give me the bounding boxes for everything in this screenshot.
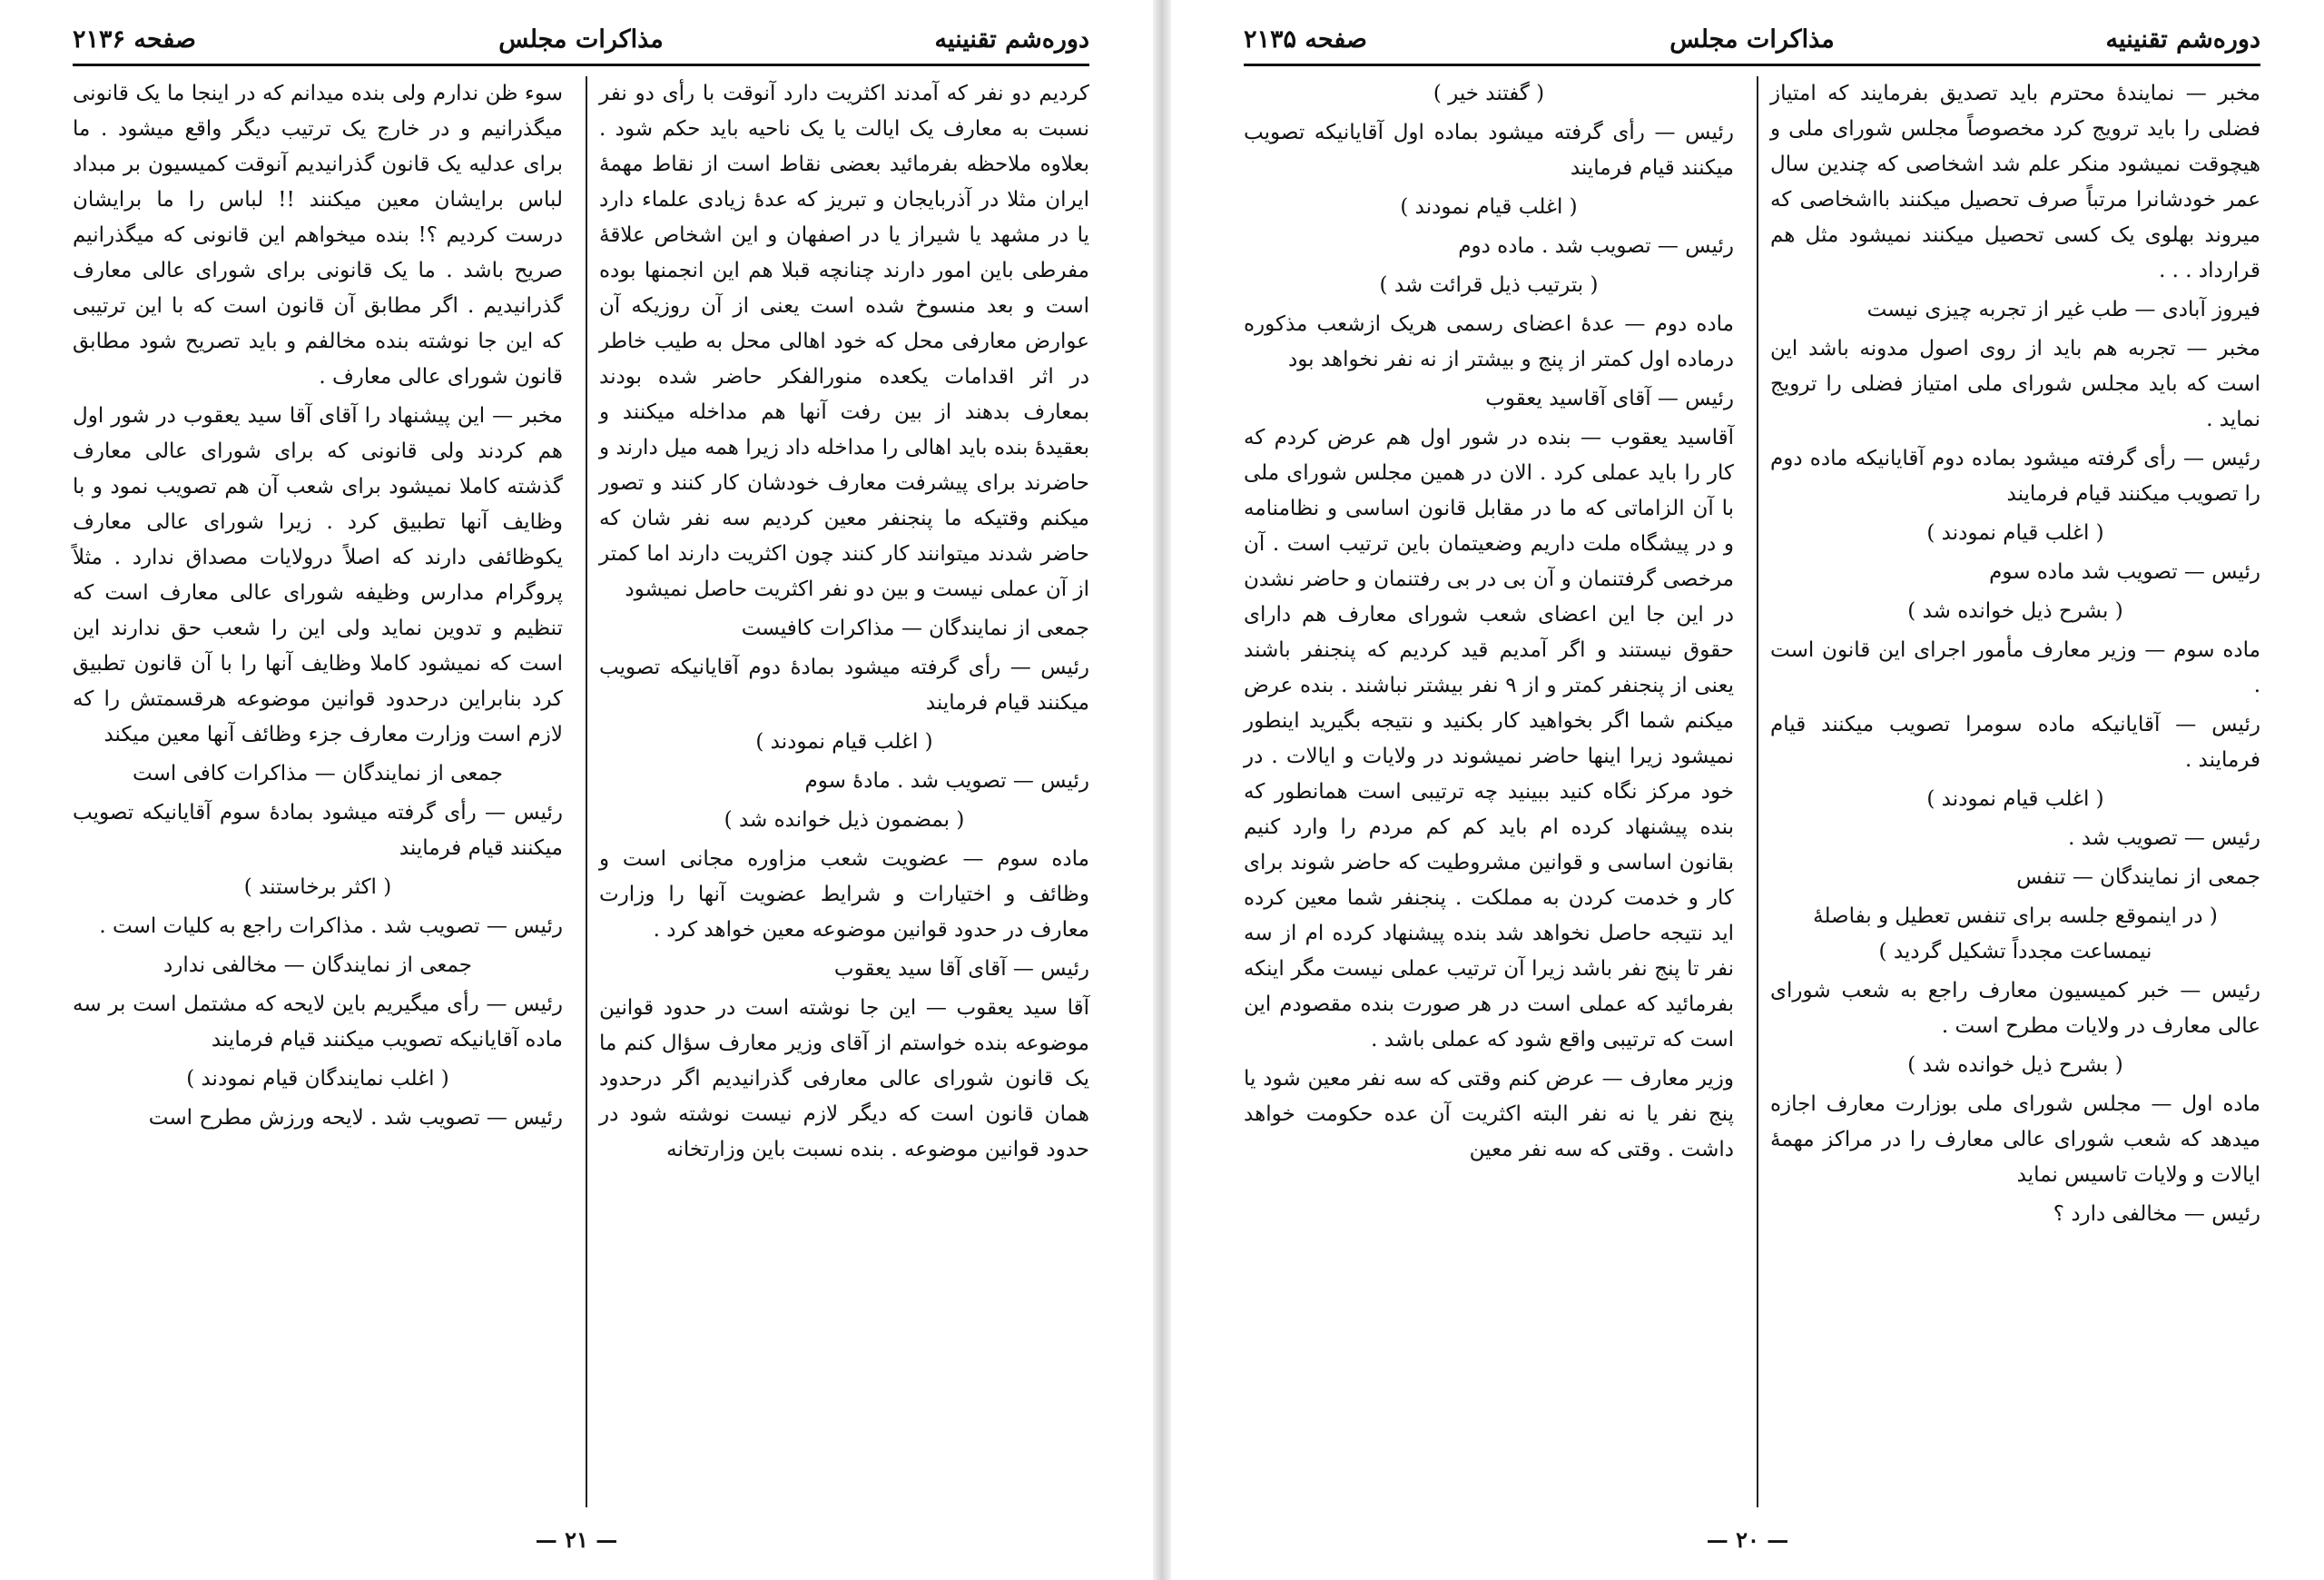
- right-page-right-column: [1770, 76, 2260, 1507]
- stage-direction: ( اغلب قیام نمودند ): [755, 730, 933, 754]
- header-rule: [1244, 64, 2260, 66]
- paragraph: جمعی از نمایندگان — مذاکرات کافیست: [741, 617, 1089, 640]
- paragraph: رئیس — رأی گرفته میشود بماده دوم آقایانیکه ماده دوم را تصویب میکنند قیام فرمایند: [1770, 447, 2260, 506]
- paragraph: رئیس — مخالفی دارد ؟: [2053, 1202, 2260, 1226]
- paragraph: رئیس — آقای آقا سید یعقوب: [833, 957, 1089, 981]
- stage-direction: ( بشرح ذیل خوانده شد ): [1907, 599, 2123, 623]
- paragraph: جمعی از نمایندگان — مخالفی ندارد: [162, 953, 472, 977]
- left-page: [0, 0, 1153, 1580]
- folio-number: — ۲۰ —: [1706, 1526, 1789, 1553]
- paragraph: رئیس — خبر کمیسیون معارف راجع به شعب شورای عالی معارف در ولایات مطرح است .: [1770, 979, 2260, 1038]
- stage-direction: ( اکثر برخاستند ): [243, 875, 392, 899]
- right-page-header: [1244, 25, 2260, 58]
- paragraph: فیروز آبادی — طب غیر از تجربه چیزی نیست: [1866, 298, 2260, 321]
- right-page: [1171, 0, 2324, 1580]
- paragraph: وزیر معارف — عرض کنم وقتی که سه نفر معین شود یا پنج نفر یا نه نفر البته اکثریت آن عده حکومت خواهد داشت . وقتی که سه نفر معین: [1244, 1067, 1735, 1161]
- session-title: دوره‌شم تقنینیه: [934, 25, 1089, 54]
- folio-number: — ۲۱ —: [535, 1526, 618, 1553]
- session-title: دوره‌شم تقنینیه: [2105, 25, 2260, 54]
- paragraph: جمعی از نمایندگان — تنفس: [2016, 865, 2260, 889]
- paragraph: رئیس — رأی گرفته میشود بمادهٔ سوم آقایانیکه تصویب میکنند قیام فرمایند: [73, 801, 563, 860]
- paragraph: مخبر — تجربه هم باید از روی اصول مدونه باشد این است که باید مجلس شورای ملی امتیاز فضلی را ترویج نماید .: [1770, 337, 2260, 431]
- paragraph: آقا سید یعقوب — این جا نوشته است در حدود قوانین موضوعه بنده خواستم از آقای وزیر معارف سؤال کنم ما یک قانون شورای عالی معارفی گذرانیدیم اگر درحدود همان قانون است که دیگر لازم نیست نوشته شود در حدود قوانین موضوعه . بنده نسبت باین وزارتخانه: [599, 996, 1089, 1161]
- paragraph: آقاسید یعقوب — بنده در شور اول هم عرض کردم که کار را باید عملی کرد . الان در همین مجلس شورای ملی با آن الزاماتی که ما در مقابل قانون اساسی و نظامنامه و در پیشگاه ملت داریم وضعیتمان باین ترتیب است . آن مرخصی گرفتنمان و آن بی در بی رفتنمان و حاضر نشدن در این جا این اعضای شعب شورای معارف هم دارای حقوق نیستند و اگر آمدیم قید کردیم که پنجنفر باشند یعنی از پنجنفر کمتر و از ۹ نفر بیشتر نباشند . بنده عرض میکنم شما اگر بخواهید کار بکنید و نتیجه بگیرید اینطور نمیشود زیرا اینها حاضر نمیشوند در ولایات و ایالات . در خود مرکز نگاه کنید ببینید چه ترتیبی است همانطور که بنده پیشنهاد کرده ام باید کم کم مردم را وارد کنیم بقانون اساسی و قوانین مشروطیت که حاضر شوند برای کار و خدمت کردن به مملکت . پنجنفر شما معین کرده اید نتیجه حاصل نخواهد شد بنده پیشنهاد کرده ام از سه نفر تا پنج نفر باشد زیرا آن ترتیب عملی نیست مگر اینکه بفرمائید که عملی است در هر صورت بنده مقصودم این است که ترتیبی واقع شود که عملی باشد .: [1244, 426, 1734, 1052]
- paragraph: ماده اول — مجلس شورای ملی بوزارت معارف اجازه میدهد که شعب شورای عالی معارف را در مراکز مهمهٔ ایالات و ولایات تاسیس نماید: [1770, 1092, 2260, 1187]
- paragraph: جمعی از نمایندگان — مذاکرات کافی است: [133, 762, 503, 785]
- journal-title: مذاکرات مجلس: [1669, 25, 1835, 54]
- paragraph: رئیس — تصویب شد .: [2068, 826, 2260, 850]
- page-number: صفحه ۲۱۳۵: [1244, 25, 1367, 54]
- column-divider: [586, 76, 587, 1507]
- paragraph: رئیس — تصویب شد ماده سوم: [1989, 560, 2260, 584]
- book-gutter: [1153, 0, 1171, 1580]
- stage-direction: ( بمضمون ذیل خوانده شد ): [724, 808, 965, 832]
- column-divider: [1757, 76, 1758, 1507]
- stage-direction: ( بشرح ذیل خوانده شد ): [1907, 1053, 2123, 1077]
- stage-direction: ( بترتیب ذیل قرائت شد ): [1379, 273, 1599, 297]
- journal-title: مذاکرات مجلس: [498, 25, 664, 54]
- header-rule: [73, 64, 1089, 66]
- paragraph: سوء ظن ندارم ولی بنده میدانم که در اینجا ما یک قانونی میگذرانیم و در خارج یک ترتیب دیگر واقع میشود . ما برای عدلیه یک قانون گذرانیدیم آنوقت کمیسیون بر مبداد لباس برایشان معین میکنند !! لباس را ما برایشان درست کردیم ؟! بنده میخواهم این قانونی که میگذرانیم صریح باشد . ما یک قانونی برای شورای عالی معارف گذرانیدیم . اگر مطابق آن قانون است که با این ترتیبی که این جا نوشته بنده مخالفم و باید تصریح شود مطابق قانون شورای عالی معارف .: [73, 82, 563, 389]
- paragraph: رئیس — رأی گرفته میشود بمادهٔ دوم آقایانیکه تصویب میکنند قیام فرمایند: [599, 656, 1089, 715]
- stage-direction: ( اغلب قیام نمودند ): [1926, 787, 2104, 811]
- page-number: صفحه ۲۱۳۶: [73, 25, 196, 54]
- paragraph: رئیس — تصویب شد . ماده دوم: [1458, 234, 1734, 258]
- stage-direction: ( اغلب نمایندگان قیام نمودند ): [186, 1067, 449, 1091]
- right-page-left-column: [1244, 76, 1734, 1507]
- paragraph: رئیس — رأی میگیریم باین لایحه که مشتمل است بر سه ماده آقایانیکه تصویب میکنند قیام فرمایند: [73, 992, 563, 1052]
- paragraph: رئیس — آقای آقاسید یعقوب: [1485, 387, 1734, 410]
- paragraph: رئیس — تصویب شد . مذاکرات راجع به کلیات است .: [99, 914, 563, 938]
- stage-direction: ( اغلب قیام نمودند ): [1926, 521, 2104, 545]
- left-page-right-column: [599, 76, 1089, 1507]
- paragraph: مخبر — این پیشنهاد را آقای آقا سید یعقوب در شور اول هم کردند ولی قانونی که برای شورای عالی معارف گذشته کاملا نمیشود برای شعب آن هم تصویب نمود و با وظایف آنها تطبیق کرد . زیرا شورای عالی معارف یکوظائفی دارند که اصلاً درولایات مصداق ندارد . مثلاً پروگرام مدارس وظیفه شورای عالی معارف است که تنظیم و تدوین نماید ولی این را شعب حق ندارند این است که نمیشود کاملا وظایف آنها را با آن قانون تطبیق کرد بنابراین درحدود قوانین موضوعه هرقسمتش را که لازم است وزارت معارف جزء وظائف آنها معین میکند: [73, 404, 563, 746]
- paragraph: ماده دوم — عدهٔ اعضای رسمی هریک ازشعب مذکوره درماده اول کمتر از پنج و بیشتر از نه نفر نخواهد بود: [1244, 312, 1734, 371]
- paragraph: ماده سوم — وزیر معارف مأمور اجرای این قانون است .: [1770, 638, 2260, 697]
- stage-direction: ( گفتند خیر ): [1433, 82, 1545, 105]
- stage-direction: ( اغلب قیام نمودند ): [1400, 195, 1578, 219]
- paragraph: ماده سوم — عضویت شعب مزاوره مجانی است و وظائف و اختیارات و شرایط عضویت آنها را وزارت معارف در حدود قوانین موضوعه معین خواهد کرد .: [599, 847, 1089, 942]
- paragraph: رئیس — آقایانیکه ماده سومرا تصویب میکنند قیام فرمایند .: [1770, 713, 2260, 772]
- left-page-header: [73, 25, 1089, 58]
- paragraph: رئیس — تصویب شد . لایحه ورزش مطرح است: [148, 1106, 563, 1130]
- paragraph: رئیس — رأی گرفته میشود بماده اول آقایانیکه تصویب میکنند قیام فرمایند: [1244, 121, 1734, 180]
- paragraph: کردیم دو نفر که آمدند اکثریت دارد آنوقت با رأی دو نفر نسبت به معارف یک ایالت یا یک ناحیه باید حکم شود . بعلاوه ملاحظه بفرمائید بعضی نقاط است از نقاط مهمهٔ ایران مثلا در آذربایجان و تبریز که عدهٔ زیادی علماء دارد یا در مشهد یا شیراز یا در اصفهان و این اشخاص علاقهٔ مفرطی باین امور دارند چنانچه قبلا هم این انجمنها بوده است و بعد منسوخ شده است یعنی از آن روزیکه آن عوارض معارفی محل که خود اهالی محل به طیب خاطر در اثر اقدامات یکعده منورالفکر حاضر شده بودند بمعارف بدهند از بین رفت آنها هم مداخله میکنند و بعقیدهٔ بنده باید اهالی را مداخله داد زیرا همه میل دارند و حاضرند برای پیشرفت معارف خودشان کار کنند و تصور میکنم وقتیکه ما پنجنفر معین کردیم سه نفر شان که حاضر شدند میتوانند کار کنند چون اکثریت دارند اما کمتر از آن عملی نیست و بین دو نفر اکثریت حاصل نمیشود: [599, 82, 1089, 601]
- left-page-left-column: [73, 76, 563, 1507]
- paragraph: رئیس — تصویب شد . مادهٔ سوم: [804, 769, 1089, 793]
- paragraph: مخبر — نمایندهٔ محترم باید تصدیق بفرمایند که امتیاز فضلی را باید ترویج کرد مخصوصاً مجلس شورای ملی و هیچوقت نمیشود منکر علم شد اشخاصی که چندین سال عمر خودشانرا مرتباً صرف تحصیل میکنند بااشخاصی که میروند بهلوی یک کسی تحصیل میکنند نمیشود مثل هم قرارداد . . .: [1770, 82, 2260, 282]
- stage-direction: ( در اینموقع جلسه برای تنفس تعطیل و بفاصلهٔ نیمساعت مجدداً تشکیل گردید ): [1813, 904, 2218, 963]
